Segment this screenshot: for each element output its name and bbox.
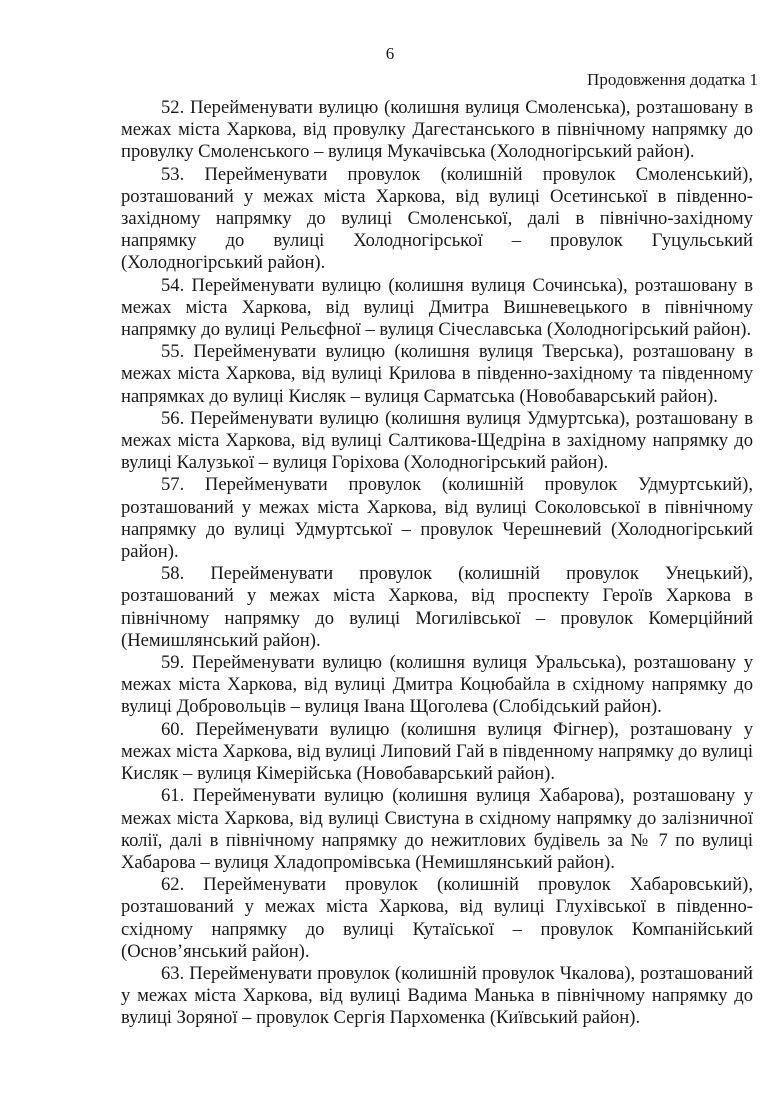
- item-56: 56. Перейменувати вулицю (колишня вулиця Удмуртська), розташовану в межах міста Харкова, від вулиці Салтикова-Щедріна в західному напрямку до вулиці Калузької – вулиця Горіхова (Холодногірський район).: [121, 407, 753, 474]
- item-59: 59. Перейменувати вулицю (колишня вулиця Уральська), розташовану у межах міста Харкова, від вулиці Дмитра Коцюбайла в східному напрямку до вулиці Добровольців – вулиця Івана Щоголева (Слобідський район).: [121, 652, 753, 718]
- item-53: 53. Перейменувати провулок (колишній провулок Смоленський), розташований у межах міста Харкова, від вулиці Осетинської в південно-західному напрямку до вулиці Смоленської, далі в північно-західному напрямку до вулиці Холодногірської – провулок Гуцульський (Холодногірський район).: [121, 163, 753, 274]
- item-55: 55. Перейменувати вулицю (колишня вулиця Тверська), розташовану в межах міста Харкова, від вулиці Крилова в південно-західному та південному напрямках до вулиці Кисляк – вулиця Сарматська (Новобаварський район).: [121, 341, 753, 407]
- document-body: [121, 97, 753, 1030]
- item-54: 54. Перейменувати вулицю (колишня вулиця Сочинська), розташовану в межах міста Харкова, від вулиці Дмитра Вишневецького в північному напрямку до вулиці Рельєфної – вулиця Січеславська (Холодногірський район).: [121, 274, 753, 341]
- item-57: 57. Перейменувати провулок (колишній провулок Удмуртський), розташований у межах міста Харкова, від вулиці Соколовської в північному напрямку до вулиці Удмуртської – провулок Черешневий (Холодногірський район).: [121, 474, 753, 563]
- item-61: 61. Перейменувати вулицю (колишня вулиця Хабарова), розташовану у межах міста Харкова, від вулиці Свистуна в східному напрямку до залізничної колії, далі в північному напрямку до нежитлових будівель за № 7 по вулиці Хабарова – вулиця Хладопромівська (Немишлянський район).: [121, 785, 753, 873]
- item-60: 60. Перейменувати вулицю (колишня вулиця Фігнер), розташовану у межах міста Харкова, від вулиці Липовий Гай в південному напрямку до вулиці Кисляк – вулиця Кімерійська (Новобаварський район).: [121, 718, 753, 785]
- continuation-label: Продовження додатка 1: [587, 70, 758, 89]
- item-58: 58. Перейменувати провулок (колишній провулок Унецький), розташований у межах міста Харкова, від проспекту Героїв Харкова в північному напрямку до вулиці Могилівської – провулок Комерційний (Немишлянський район).: [121, 563, 753, 651]
- item-52: 52. Перейменувати вулицю (колишня вулиця Смоленська), розташовану в межах міста Харкова, від провулку Дагестанського в північному напрямку до провулку Смоленського – вулиця Мукачівська (Холодногірський район).: [121, 97, 753, 163]
- page-number: 6: [385, 44, 395, 63]
- item-62: 62. Перейменувати провулок (колишній провулок Хабаровський), розташований у межах міста Харкова, від вулиці Глухівської в південно-східному напрямку до вулиці Кутаїської – провулок Компанійський (Основ’янський район).: [121, 874, 753, 962]
- item-63: 63. Перейменувати провулок (колишній провулок Чкалова), розташований у межах міста Харкова, від вулиці Вадима Манька в північному напрямку до вулиці Зоряної – провулок Сергія Пархоменка (Київський район).: [121, 962, 753, 1029]
